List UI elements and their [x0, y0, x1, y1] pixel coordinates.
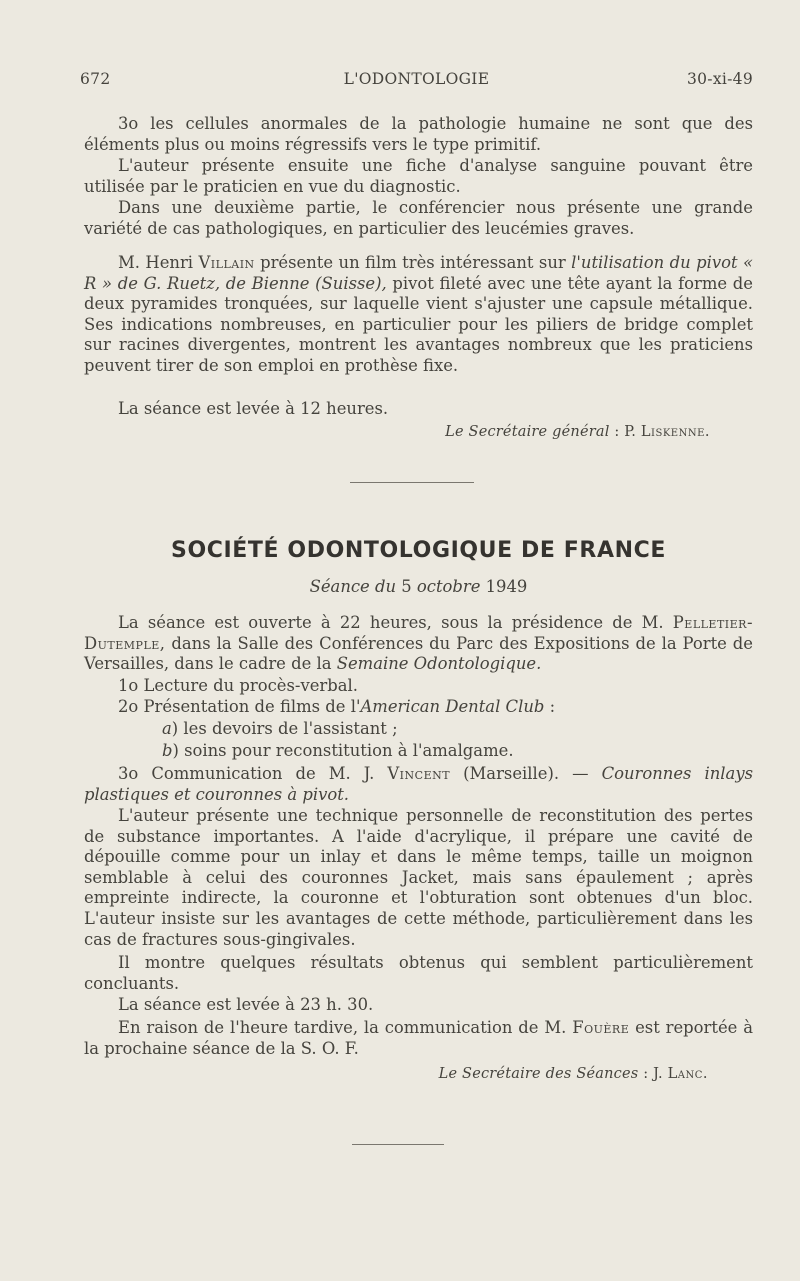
text-run: pivot fileté avec une tête ayant la forme de deux pyramides tronquées, sur laquelle vient s'ajuster une capsule métallique. Ses indications nombreuses, en particulier pour les piliers de bridge complet sur racines divergentes, montrent les avantages nombreux que les praticiens peuvent tirer de son emploi en prothèse fixe.	[84, 273, 753, 375]
agenda-item-2a	[84, 719, 753, 740]
paragraph-text: 3o les cellules anormales de la pathologie humaine ne sont que des éléments plus ou moins régressifs vers le type primitif.	[84, 114, 753, 154]
journal-title: L'ODONTOLOGIE	[343, 70, 490, 88]
text-run: 3o Communication de M. J.	[118, 764, 388, 783]
text-run: La séance est ouverte à 22 heures, sous la présidence de M.	[118, 613, 673, 632]
agenda-item-2b	[84, 741, 753, 762]
event-name: Semaine Odontologique.	[336, 654, 542, 674]
text-run: a	[162, 719, 172, 738]
paragraph-text: Il montre quelques résultats obtenus qui semblent particulièrement concluants.	[84, 953, 753, 993]
paragraph-abnormal-cells	[84, 114, 753, 155]
paragraph-text: L'auteur présente une technique personnelle de reconstitution des pertes de substance importantes. A l'aide d'acrylique, il prépare une cavité de dépouille comme pour un inlay et dans le même temps, taille un moignon semblable à celui des couronnes Jacket, mais sans épaulement ; après empreinte indirecte, la couronne et l'obturation sont obtenues d'un bloc. L'auteur insiste sur les avantages de cette méthode, particulièrement dans les cas de fractures sous-gingivales.	[84, 806, 753, 949]
paragraph-session-closed	[84, 399, 753, 420]
text-run: b	[162, 741, 173, 760]
text-run: ) les devoirs de l'assistant ;	[171, 719, 398, 738]
person-name: Villain	[198, 253, 255, 272]
session-date	[84, 577, 753, 596]
agenda-item-2	[84, 697, 753, 718]
text-run: :	[544, 697, 556, 716]
end-divider	[352, 1144, 444, 1145]
paragraph-text: Dans une deuxième partie, le conférencier nous présente une grande variété de cas pathologiques, en particulier des leucémies graves.	[84, 198, 753, 238]
signature-role: Le Secrétaire général	[445, 424, 610, 440]
text-run: dans la Salle des Conférences du Parc des Expositions de la Porte de Versailles, dans le cadre de la	[84, 633, 753, 674]
club-name: American Dental Club	[360, 697, 545, 716]
paragraph-session-opened	[84, 613, 753, 675]
text-run: 2o Présentation de films de l'	[118, 697, 361, 716]
film-title: l'utilisation du pivot « R » de G. Ruetz, de Bienne (Suisse),	[84, 253, 753, 293]
paragraph-text: 1o Lecture du procès-verbal.	[118, 676, 358, 695]
text-run: présente un film très intéressant sur	[254, 253, 572, 272]
paragraph-text: L'auteur présente ensuite une fiche d'analyse sanguine pouvant être utilisée par le praticien en vue du diagnostic.	[84, 156, 753, 196]
paragraph-technique	[84, 806, 753, 950]
text-run: : J.	[638, 1066, 668, 1082]
text-run: ) soins pour reconstitution à l'amalgame.	[172, 741, 514, 760]
text-run: octobre	[416, 577, 481, 596]
paragraph-blood-analysis	[84, 156, 753, 197]
agenda-item-3	[84, 764, 753, 805]
signature-general-secretary	[445, 424, 710, 440]
paragraph-text: La séance est levée à 23 h. 30.	[118, 995, 374, 1014]
paragraph-text: La séance est levée à 12 heures.	[118, 399, 389, 418]
text-run: (Marseille). —	[450, 764, 602, 783]
person-name: Vincent	[387, 764, 451, 783]
section-divider	[350, 482, 474, 483]
running-header	[80, 70, 753, 94]
paragraph-villain-film	[84, 253, 753, 377]
paragraph-session-closed-2	[84, 995, 753, 1016]
text-run: En raison de l'heure tardive, la communication de M.	[118, 1018, 573, 1037]
text-run: est reportée à la prochaine séance de la S. O. F.	[84, 1018, 753, 1058]
agenda-item-1	[84, 676, 753, 697]
page-number: 672	[80, 70, 111, 88]
text-run: Séance du	[309, 577, 397, 596]
issue-date: 30-xi-49	[686, 70, 753, 88]
person-name: Fouère	[572, 1018, 630, 1037]
text-run: : P.	[609, 424, 641, 440]
signature-session-secretary	[439, 1066, 708, 1082]
person-name: Pelletier-Dutemple,	[84, 613, 753, 653]
signature-role: Le Secrétaire des Séances	[438, 1066, 639, 1082]
text-run: 5	[396, 577, 417, 596]
communication-title: Couronnes inlays plastiques et couronnes à pivot.	[84, 764, 753, 804]
paragraph-results	[84, 953, 753, 994]
text-run: 1949	[480, 577, 528, 596]
signature-name: Liskenne.	[640, 424, 710, 440]
signature-name: Lanc.	[667, 1066, 708, 1082]
paragraph-postponed	[84, 1018, 753, 1059]
section-title: SOCIÉTÉ ODONTOLOGIQUE DE FRANCE	[171, 538, 666, 563]
text-run: M. Henri	[118, 253, 199, 272]
paragraph-pathological-cases	[84, 198, 753, 239]
